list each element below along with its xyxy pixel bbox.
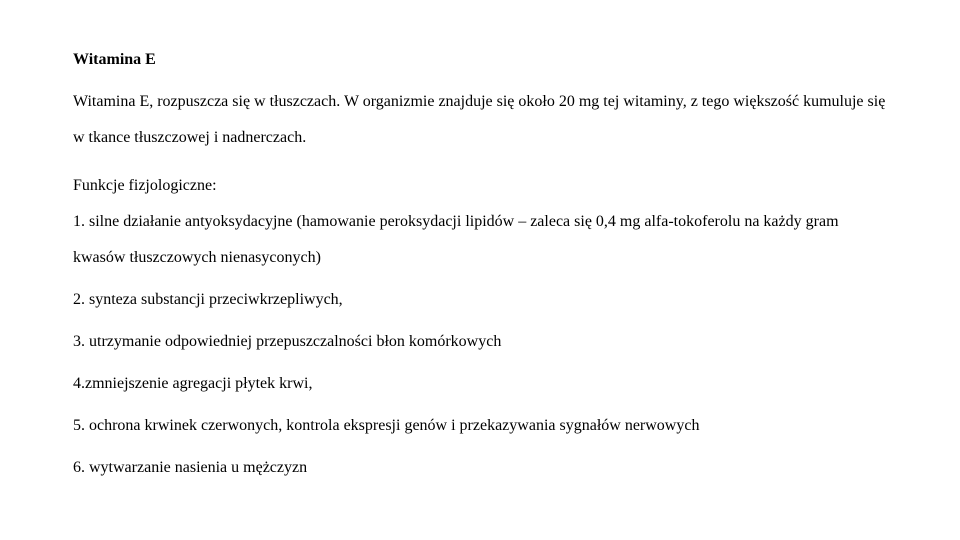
list-item: 5. ochrona krwinek czerwonych, kontrola ekspresji genów i przekazywania sygnałów nerwowych xyxy=(73,417,700,434)
functions-list xyxy=(73,204,893,480)
document-title: Witamina E xyxy=(73,51,156,68)
list-item: 2. synteza substancji przeciwkrzepliwych, xyxy=(73,291,343,308)
functions-heading: Funkcje fizjologiczne: xyxy=(73,177,217,194)
intro-paragraph: Witamina E, rozpuszcza się w tłuszczach. W organizmie znajduje się około 20 mg tej witaminy, z tego większość kumuluje się w tkance tłuszczowej i nadnerczach. xyxy=(73,93,886,146)
list-item: 4.zmniejszenie agregacji płytek krwi, xyxy=(73,375,313,392)
list-item: 6. wytwarzanie nasienia u mężczyzn xyxy=(73,459,308,476)
document-content xyxy=(73,48,893,504)
list-item: 3. utrzymanie odpowiedniej przepuszczalności błon komórkowych xyxy=(73,333,502,350)
list-item: 1. silne działanie antyoksydacyjne (hamowanie peroksydacji lipidów – zaleca się 0,4 mg alfa-tokoferolu na każdy gram kwasów tłuszczowych nienasyconych) xyxy=(73,213,839,266)
